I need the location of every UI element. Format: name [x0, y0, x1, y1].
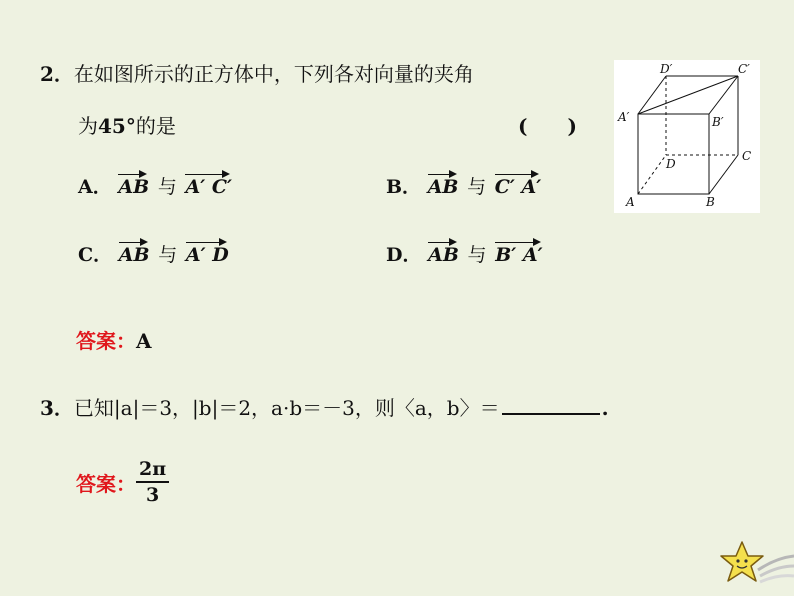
q3-line: [40, 392, 609, 421]
q2-angle-value: 45°: [98, 114, 136, 138]
cube-label-c: C: [742, 149, 752, 163]
cube-figure: [614, 60, 760, 213]
q3-answer: [76, 458, 169, 506]
q2-stem-line1: 在如图所示的正方体中，下列各对向量的夹角: [73, 62, 474, 86]
option-a-vector-1: AB: [118, 172, 149, 198]
cube-label-ap: A′: [618, 110, 630, 124]
cube-label-b: B: [706, 195, 715, 209]
q2-stem-prefix: 为: [78, 114, 98, 138]
option-d-connector: 与: [467, 244, 487, 266]
cube-label-bp: B′: [712, 115, 724, 129]
option-c-vector-1: AB: [119, 240, 150, 266]
q2-number: 2．: [40, 62, 74, 86]
q3-number: 3．: [40, 396, 74, 420]
q3-answer-numerator: 2π: [136, 458, 169, 483]
cube-label-a: A: [626, 195, 635, 209]
option-a-connector: 与: [157, 176, 177, 198]
option-a-vector-2: A′ C′: [185, 172, 232, 198]
q2-answer-blank: ( ): [518, 114, 577, 138]
option-c-vector-2: A′ D: [186, 240, 229, 266]
option-a: [78, 172, 232, 199]
q2-stem-suffix: 的是: [135, 114, 176, 138]
q3-answer-denominator: 3: [145, 484, 160, 506]
q3-period: .: [601, 396, 609, 420]
cube-label-d: D: [666, 157, 676, 171]
q3-answer-blank: [502, 395, 600, 415]
cube-diagram: [614, 60, 760, 213]
option-d: [386, 240, 543, 267]
q2-answer-label: 答案：: [76, 329, 136, 353]
q2-answer: [76, 325, 152, 354]
q3-answer-label: 答案：: [76, 471, 136, 496]
cube-hidden-edge-a-d: [638, 155, 666, 194]
cube-front-face: [638, 114, 709, 194]
cube-label-cp: C′: [738, 62, 750, 76]
q2-line2: [78, 110, 176, 139]
q2-line1: [40, 58, 474, 87]
option-b-connector: 与: [467, 176, 487, 198]
option-a-label: A．: [78, 176, 112, 198]
option-d-vector-1: AB: [428, 240, 459, 266]
star-icon: [716, 536, 794, 596]
q3-stem: 已知|a|＝3，|b|＝2，a·b＝－3，则〈a，b〉＝: [73, 396, 500, 420]
option-c-connector: 与: [158, 244, 178, 266]
option-b-vector-1: AB: [428, 172, 459, 198]
option-b-label: B．: [386, 176, 422, 198]
option-d-label: D．: [386, 244, 422, 266]
q3-answer-fraction: [136, 458, 169, 506]
option-b: [386, 172, 541, 199]
cube-edge-b-c: [709, 155, 738, 194]
option-b-vector-2: C′ A′: [495, 172, 542, 198]
option-d-vector-2: B′ A′: [495, 240, 542, 266]
option-c: [78, 240, 229, 267]
cube-label-dp: D′: [660, 62, 673, 76]
option-c-label: C．: [78, 244, 113, 266]
q2-answer-value: A: [136, 329, 152, 353]
